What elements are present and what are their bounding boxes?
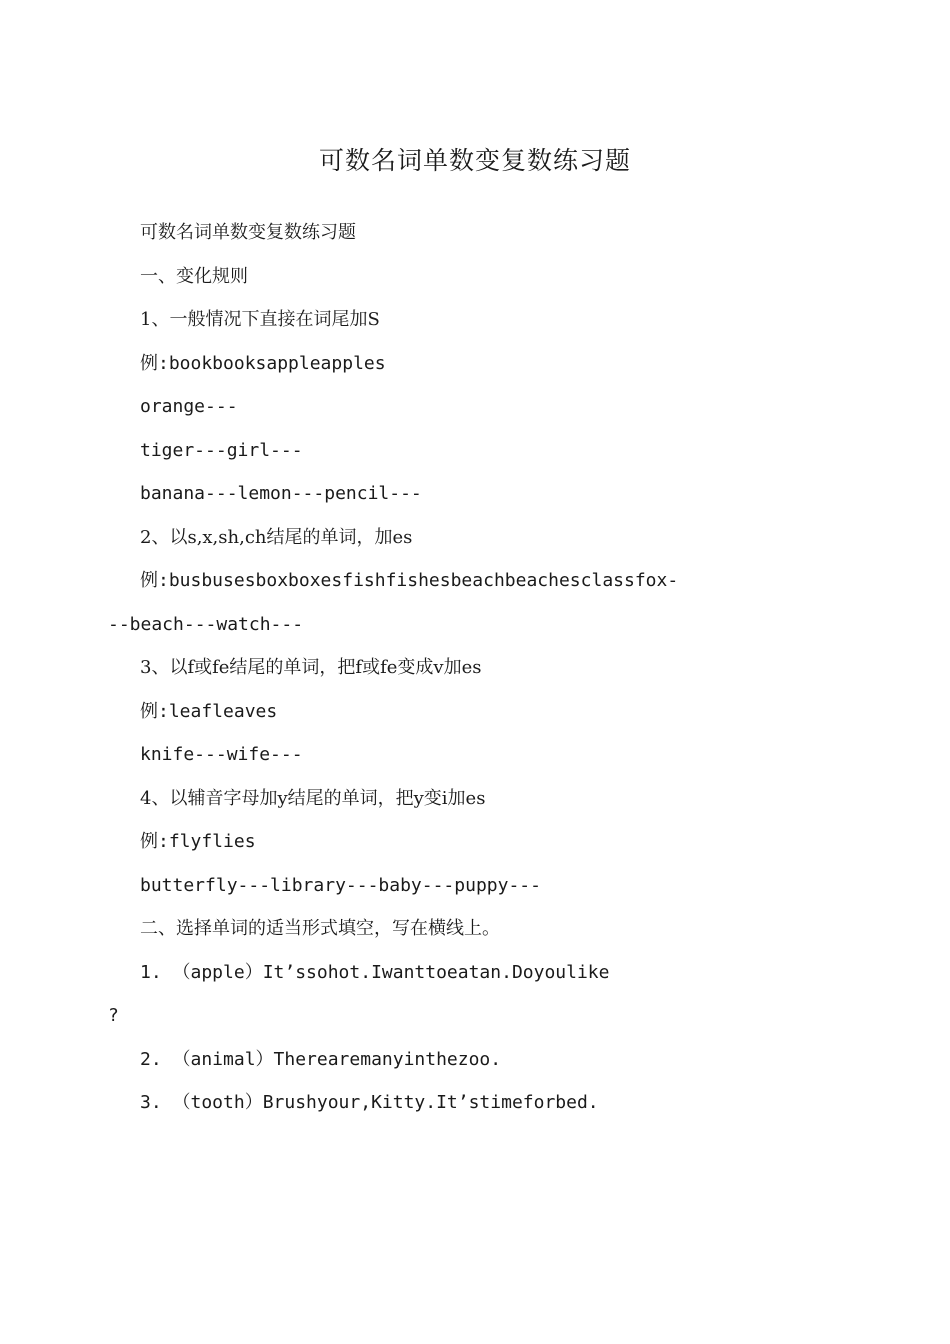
section-heading-exercises: 二、选择单词的适当形式填空，写在横线上。 — [140, 918, 500, 939]
exercise-3: 3. （tooth）Brushyour,Kitty.It’stimeforbed. — [140, 1092, 599, 1113]
rule-3-example: 例:leafleaves — [140, 701, 278, 722]
rule-4-example: 例:flyflies — [140, 831, 256, 852]
rule-1-exercise-b: tiger---girl--- — [140, 440, 303, 461]
rule-1-example: 例:bookbooksappleapples — [140, 353, 386, 374]
exercise-1-continued: ? — [108, 1005, 119, 1026]
text-line-subtitle: 可数名词单数变复数练习题 — [140, 222, 356, 243]
rule-4: 4、以辅音字母加y结尾的单词，把y变i加es — [140, 788, 486, 809]
rule-1-exercise-a: orange--- — [140, 396, 238, 417]
rule-3-exercise: knife---wife--- — [140, 744, 303, 765]
rule-1-exercise-c: banana---lemon---pencil--- — [140, 483, 422, 504]
section-heading-rules: 一、变化规则 — [140, 266, 248, 287]
rule-2: 2、以s,x,sh,ch结尾的单词，加es — [140, 527, 413, 548]
rule-1: 1、一般情况下直接在词尾加S — [140, 309, 380, 330]
exercise-2: 2. （animal）Therearemanyinthezoo. — [140, 1049, 502, 1070]
rule-4-exercise: butterfly---library---baby---puppy--- — [140, 875, 541, 896]
rule-2-example-continued: --beach---watch--- — [108, 614, 304, 635]
document-title: 可数名词单数变复数练习题 — [318, 146, 631, 175]
exercise-1: 1. （apple）It’ssohot.Iwanttoeatan.Doyoulike — [140, 962, 610, 983]
rule-3: 3、以f或fe结尾的单词，把f或fe变成v加es — [140, 657, 482, 678]
rule-2-example: 例:busbusesboxboxesfishfishesbeachbeachesclassfox- — [140, 570, 679, 591]
